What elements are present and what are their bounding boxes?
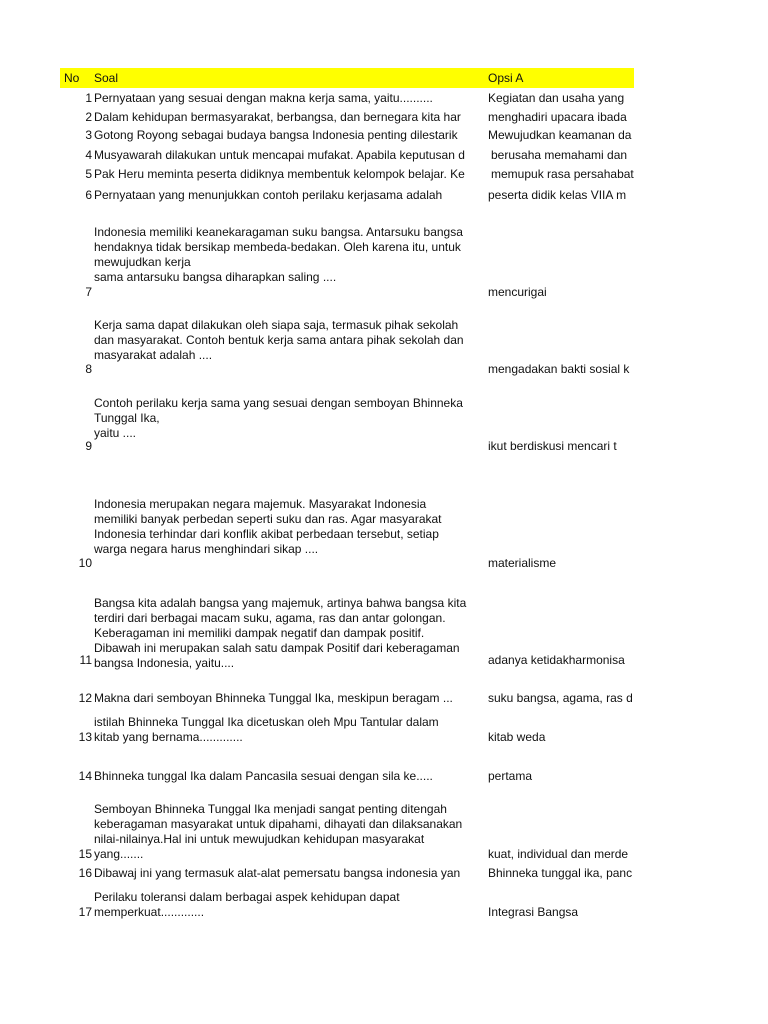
row-opsi-a[interactable]: kuat, individual dan merde (488, 847, 629, 861)
row-soal[interactable]: Perilaku toleransi dalam berbagai aspek kehidupan dapat memperkuat............. (94, 890, 400, 919)
row-opsi-a[interactable]: mengadakan bakti sosial k (488, 362, 630, 376)
row-soal[interactable]: Dalam kehidupan bermasyarakat, berbangsa, dan bernegara kita har (94, 110, 461, 124)
row-no[interactable]: 10 (78, 556, 92, 570)
row-no[interactable]: 2 (85, 110, 92, 124)
row-no[interactable]: 13 (78, 730, 92, 744)
row-no[interactable]: 14 (78, 769, 92, 783)
row-soal[interactable]: Indonesia merupakan negara majemuk. Masyarakat Indonesia memiliki banyak perbedan seperti suku dan ras. Agar masyarakat Indonesia terhindar dari konflik akibat perbedaan tersebut, setiap warga negara harus menghindari sikap .... (94, 497, 442, 556)
row-opsi-a[interactable]: berusaha memahami dan (491, 148, 628, 162)
row-no[interactable]: 7 (85, 285, 92, 299)
row-soal[interactable]: Gotong Royong sebagai budaya bangsa Indonesia penting dilestarik (94, 128, 458, 142)
row-no[interactable]: 15 (78, 847, 92, 861)
row-no[interactable]: 1 (85, 91, 92, 105)
header-no[interactable]: No (64, 71, 80, 85)
row-soal[interactable]: Musyawarah dilakukan untuk mencapai mufakat. Apabila keputusan d (94, 148, 465, 162)
row-soal[interactable]: Kerja sama dapat dilakukan oleh siapa saja, termasuk pihak sekolah dan masyarakat. Contoh bentuk kerja sama antara pihak sekolah dan masyarakat adalah .... (94, 318, 464, 362)
row-opsi-a[interactable]: Bhinneka tunggal ika, panc (488, 866, 633, 880)
row-soal[interactable]: Bhinneka tunggal Ika dalam Pancasila sesuai dengan sila ke..... (94, 769, 433, 783)
row-soal[interactable]: Bangsa kita adalah bangsa yang majemuk, artinya bahwa bangsa kita terdiri dari berbagai macam suku, agama, ras dan antar golongan. Keberagaman ini memiliki dampak negatif dan dampak positif. Dibawah ini merupakan salah satu dampak Positif dari keberagaman bangsa Indonesia, yaitu.... (94, 596, 467, 670)
row-opsi-a[interactable]: Integrasi Bangsa (488, 905, 579, 919)
header-opsi-a[interactable]: Opsi A (488, 71, 524, 85)
row-no[interactable]: 17 (78, 905, 92, 919)
row-opsi-a[interactable]: Kegiatan dan usaha yang (488, 91, 625, 105)
row-soal[interactable]: Makna dari semboyan Bhinneka Tunggal Ika, meskipun beragam ... (94, 691, 453, 705)
row-opsi-a[interactable]: peserta didik kelas VIIA m (488, 188, 627, 202)
row-opsi-a[interactable]: ikut berdiskusi mencari t (488, 439, 617, 453)
row-soal[interactable]: Pernyataan yang menunjukkan contoh perilaku kerjasama adalah (94, 188, 443, 202)
row-opsi-a[interactable]: Mewujudkan keamanan da (488, 128, 632, 142)
row-no[interactable]: 5 (85, 167, 92, 181)
row-opsi-a[interactable]: menghadiri upacara ibada (488, 110, 627, 124)
row-soal[interactable]: Contoh perilaku kerja sama yang sesuai dengan semboyan Bhinneka Tunggal Ika, yaitu .... (94, 396, 463, 440)
row-no[interactable]: 12 (78, 691, 92, 705)
row-opsi-a[interactable]: kitab weda (488, 730, 546, 744)
row-opsi-a[interactable]: adanya ketidakharmonisa (488, 653, 625, 667)
row-soal[interactable]: Indonesia memiliki keanekaragaman suku bangsa. Antarsuku bangsa hendaknya tidak bersikap membeda-bedakan. Oleh karena itu, untuk mewujudkan kerja sama antarsuku bangsa diharapkan saling .... (94, 225, 463, 284)
row-no[interactable]: 11 (79, 653, 92, 667)
row-no[interactable]: 8 (85, 362, 92, 376)
row-no[interactable]: 6 (85, 188, 92, 202)
row-soal[interactable]: istilah Bhinneka Tunggal Ika dicetuskan oleh Mpu Tantular dalam kitab yang bernama............. (94, 715, 439, 744)
row-soal[interactable]: Semboyan Bhinneka Tunggal Ika menjadi sangat penting ditengah keberagaman masyarakat untuk dipahami, dihayati dan dilaksanakan nilai-nilainya.Hal ini untuk mewujudkan kehidupan masyarakat yang....... (94, 802, 463, 861)
row-opsi-a[interactable]: mencurigai (488, 285, 547, 299)
header-soal[interactable]: Soal (94, 71, 119, 85)
row-soal[interactable]: Pak Heru meminta peserta didiknya membentuk kelompok belajar. Ke (94, 167, 465, 181)
row-soal[interactable]: Dibawaj ini yang termasuk alat-alat pemersatu bangsa indonesia yan (94, 866, 461, 880)
row-soal[interactable]: Pernyataan yang sesuai dengan makna kerja sama, yaitu.......... (94, 91, 433, 105)
row-opsi-a[interactable]: suku bangsa, agama, ras d (488, 691, 633, 705)
row-no[interactable]: 16 (78, 866, 92, 880)
row-no[interactable]: 9 (85, 439, 92, 453)
row-no[interactable]: 4 (85, 148, 92, 162)
row-no[interactable]: 3 (85, 128, 92, 142)
row-opsi-a[interactable]: memupuk rasa persahabat (491, 167, 634, 181)
row-opsi-a[interactable]: pertama (488, 769, 533, 783)
row-opsi-a[interactable]: materialisme (488, 556, 557, 570)
